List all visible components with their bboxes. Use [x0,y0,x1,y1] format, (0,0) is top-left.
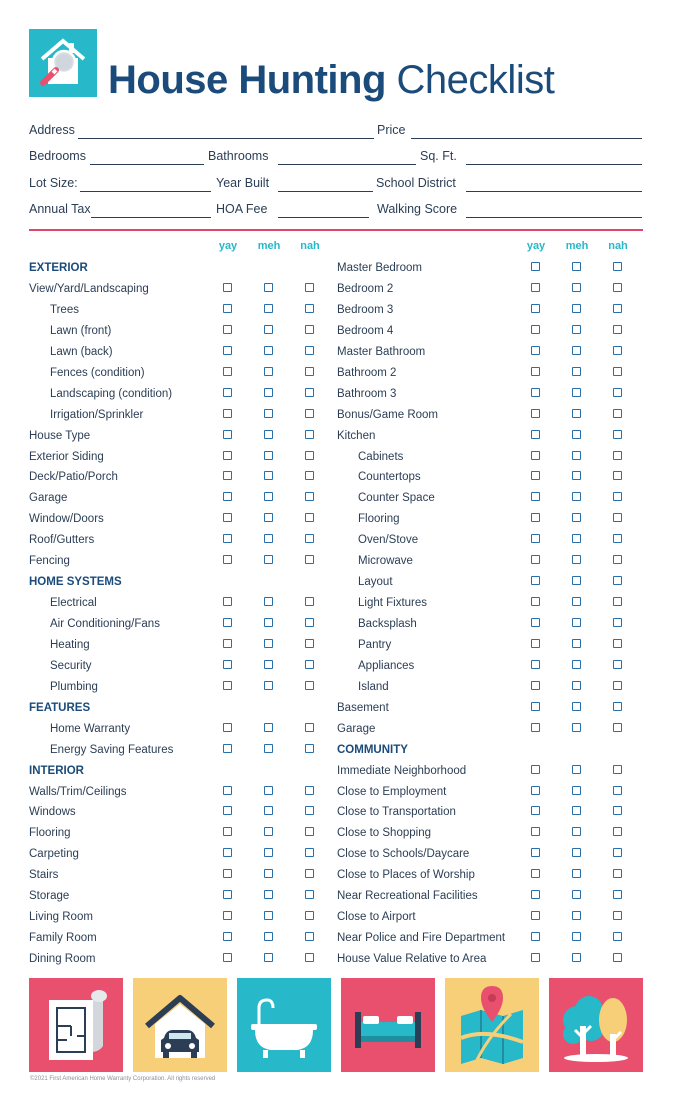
nah-checkbox[interactable] [613,304,622,313]
meh-checkbox[interactable] [572,471,581,480]
nah-checkbox[interactable] [613,681,622,690]
item-label: Walls/Trim/Ceilings [29,785,127,798]
nah-checkbox[interactable] [613,555,622,564]
item-label: Fencing [29,555,70,568]
checklist-row [0,449,674,467]
meh-checkbox[interactable] [572,367,581,376]
checklist-row [0,511,674,529]
checklist-row [0,344,674,362]
checklist-row [0,909,674,927]
nah-checkbox[interactable] [613,639,622,648]
yay-checkbox[interactable] [531,576,540,585]
yay-checkbox[interactable] [531,953,540,962]
address-label: Address [29,123,75,137]
yay-checkbox[interactable] [531,283,540,292]
item-label: Flooring [358,513,400,526]
item-label: Countertops [358,471,421,484]
nah-checkbox[interactable] [613,367,622,376]
sqft-label: Sq. Ft. [420,149,457,163]
nah-checkbox[interactable] [613,806,622,815]
page-title [108,58,554,103]
item-label: Lawn (back) [50,345,113,358]
bathrooms-field[interactable] [278,164,416,165]
yay-checkbox[interactable] [531,325,540,334]
meh-checkbox[interactable] [572,660,581,669]
item-label: Close to Schools/Daycare [337,848,470,861]
nah-checkbox[interactable] [613,932,622,941]
meh-checkbox[interactable] [572,513,581,522]
item-label: Fences (condition) [50,366,145,379]
nah-checkbox[interactable] [613,869,622,878]
item-label: Close to Places of Worship [337,869,475,882]
checklist-row [0,574,674,592]
item-label: Bedroom 3 [337,303,394,316]
meh-checkbox[interactable] [572,346,581,355]
yay-checkbox[interactable] [531,430,540,439]
meh-checkbox[interactable] [572,827,581,836]
checklist-row [0,888,674,906]
checklist-row [0,595,674,613]
bed-icon [341,978,435,1072]
section-heading: HOME SYSTEMS [29,576,122,589]
item-label: Master Bathroom [337,345,426,358]
school-district-label: School District [376,176,456,190]
item-label: Oven/Stove [358,534,419,547]
yay-checkbox[interactable] [531,681,540,690]
left-nah-header: nah [300,240,320,252]
bedrooms-field[interactable] [90,164,204,165]
right-yay-header: yay [526,240,546,252]
house-magnifier-icon [29,29,97,97]
item-label: Close to Shopping [337,827,431,840]
nah-checkbox[interactable] [613,702,622,711]
section-heading: FEATURES [29,701,91,714]
meh-checkbox[interactable] [572,806,581,815]
checklist-row [0,951,674,969]
yay-checkbox[interactable] [531,911,540,920]
right-meh-header: meh [565,240,589,252]
item-label: Dining Room [29,953,96,965]
meh-checkbox[interactable] [572,869,581,878]
meh-checkbox[interactable] [572,932,581,941]
yay-checkbox[interactable] [531,869,540,878]
item-label: Bathroom 3 [337,387,397,400]
checklist-row [0,553,674,571]
item-label: Backsplash [358,618,417,630]
item-label: Kitchen [337,429,376,442]
nah-checkbox[interactable] [613,388,622,397]
nah-checkbox[interactable] [613,660,622,669]
yay-checkbox[interactable] [531,848,540,857]
item-label: Windows [29,806,76,819]
meh-checkbox[interactable] [572,911,581,920]
checklist-row [0,469,674,487]
trees-icon [549,978,643,1072]
meh-checkbox[interactable] [572,786,581,795]
item-label: Counter Space [358,492,435,505]
tile-bed [341,978,435,1072]
floor-plan-icon [29,978,123,1072]
garage-car-icon [133,978,227,1072]
item-label: Exterior Siding [29,450,104,463]
title-bold: House Hunting [108,58,386,102]
meh-checkbox[interactable] [572,576,581,585]
item-label: Stairs [29,869,59,882]
copyright-text: ©2021 First American Home Warranty Corporation. All rights reserved [30,1076,216,1082]
item-label: Roof/Gutters [29,534,95,547]
item-label: Irrigation/Sprinkler [50,408,144,421]
yay-checkbox[interactable] [531,555,540,564]
nah-checkbox[interactable] [613,765,622,774]
yay-checkbox[interactable] [531,367,540,376]
checklist-row [0,784,674,802]
item-label: Trees [50,303,79,316]
address-field[interactable] [78,138,374,139]
item-label: Window/Doors [29,513,104,526]
yay-checkbox[interactable] [531,304,540,313]
section-heading: COMMUNITY [337,743,408,756]
lot-size-label: Lot Size: [29,176,78,190]
tile-bathtub [237,978,331,1072]
yay-checkbox[interactable] [531,513,540,522]
item-label: Air Conditioning/Fans [50,618,160,630]
nah-checkbox[interactable] [613,409,622,418]
meh-checkbox[interactable] [572,534,581,543]
fields-row-4 [29,202,643,222]
nah-checkbox[interactable] [613,911,622,920]
meh-checkbox[interactable] [572,492,581,501]
checklist-row [0,532,674,550]
item-label: View/Yard/Landscaping [29,282,149,295]
checklist-row [0,846,674,864]
yay-checkbox[interactable] [531,409,540,418]
item-label: Island [358,680,389,693]
item-label: Electrical [50,597,97,609]
meh-checkbox[interactable] [572,430,581,439]
bedrooms-label: Bedrooms [29,149,86,163]
item-label: Garage [29,492,68,505]
yay-checkbox[interactable] [531,639,540,648]
item-label: Home Warranty [50,722,131,735]
item-label: Close to Employment [337,785,447,798]
item-label: Pantry [358,638,392,651]
left-meh-header: meh [257,240,281,252]
tile-map [445,978,539,1072]
item-label: Storage [29,890,70,903]
yay-checkbox[interactable] [531,786,540,795]
item-label: Garage [337,722,376,735]
yay-checkbox[interactable] [531,765,540,774]
yay-checkbox[interactable] [531,534,540,543]
item-label: Master Bedroom [337,262,423,274]
yay-checkbox[interactable] [531,618,540,627]
meh-checkbox[interactable] [572,618,581,627]
checklist-row [0,323,674,341]
checklist-row [0,281,674,299]
nah-checkbox[interactable] [613,471,622,480]
meh-checkbox[interactable] [572,283,581,292]
meh-checkbox[interactable] [572,555,581,564]
checklist-row [0,365,674,383]
checklist-row [0,616,674,634]
tile-trees [549,978,643,1072]
yay-checkbox[interactable] [531,827,540,836]
item-label: Carpeting [29,848,79,861]
item-label: Near Police and Fire Department [337,932,506,945]
hoa-fee-field[interactable] [278,217,369,218]
item-label: Close to Airport [337,911,416,924]
yay-checkbox[interactable] [531,806,540,815]
walking-score-field[interactable] [466,217,642,218]
meh-checkbox[interactable] [572,953,581,962]
lot-size-field[interactable] [80,191,211,192]
item-label: Plumbing [50,680,98,693]
right-nah-header: nah [608,240,628,252]
tile-floor-plan [29,978,123,1072]
meh-checkbox[interactable] [572,702,581,711]
checklist-row [0,930,674,948]
item-label: Immediate Neighborhood [337,764,467,777]
yay-checkbox[interactable] [531,388,540,397]
nah-checkbox[interactable] [613,325,622,334]
item-label: Bedroom 2 [337,282,394,295]
nah-checkbox[interactable] [613,827,622,836]
nah-checkbox[interactable] [613,534,622,543]
checklist-row [0,825,674,843]
checklist-section [0,742,674,760]
checklist-row [0,804,674,822]
yay-checkbox[interactable] [531,660,540,669]
checklist-row [0,260,674,278]
year-built-field[interactable] [278,191,373,192]
checklist-row [0,302,674,320]
item-label: Microwave [358,555,413,568]
fields-row-1 [29,123,643,143]
hoa-fee-label: HOA Fee [216,202,268,216]
yay-checkbox[interactable] [531,492,540,501]
price-field[interactable] [411,138,642,139]
yay-checkbox[interactable] [531,597,540,606]
nah-checkbox[interactable] [613,346,622,355]
item-label: Deck/Patio/Porch [29,471,118,484]
meh-checkbox[interactable] [572,681,581,690]
nah-checkbox[interactable] [613,492,622,501]
item-label: Near Recreational Facilities [337,890,478,903]
yay-checkbox[interactable] [531,723,540,732]
item-label: Close to Transportation [337,806,456,819]
walking-score-label: Walking Score [377,202,458,216]
nah-checkbox[interactable] [613,890,622,899]
checklist-row [0,386,674,404]
price-label: Price [377,123,406,137]
bathrooms-label: Bathrooms [208,149,269,163]
meh-checkbox[interactable] [572,304,581,313]
fields-row-3 [29,176,643,196]
item-label: Bedroom 4 [337,324,394,337]
nah-checkbox[interactable] [613,786,622,795]
nah-checkbox[interactable] [613,576,622,585]
item-label: House Type [29,429,91,442]
item-label: Appliances [358,659,415,672]
sqft-field[interactable] [466,164,642,165]
item-label: Family Room [29,932,97,945]
item-label: House Value Relative to Area [337,953,487,965]
checklist-row [0,763,674,781]
checklist-row [0,428,674,446]
checklist-row [0,658,674,676]
checklist-row [0,700,674,718]
item-label: Energy Saving Features [50,743,174,756]
meh-checkbox[interactable] [572,451,581,460]
school-district-field[interactable] [466,191,642,192]
nah-checkbox[interactable] [613,848,622,857]
meh-checkbox[interactable] [572,723,581,732]
meh-checkbox[interactable] [572,848,581,857]
meh-checkbox[interactable] [572,409,581,418]
checklist-row [0,679,674,697]
meh-checkbox[interactable] [572,597,581,606]
yay-checkbox[interactable] [531,702,540,711]
title-light: Checklist [396,58,555,102]
item-label: Landscaping (condition) [50,387,173,400]
item-label: Bathroom 2 [337,366,397,379]
nah-checkbox[interactable] [613,430,622,439]
checklist-row [0,490,674,508]
item-label: Cabinets [358,450,404,463]
nah-checkbox[interactable] [613,723,622,732]
checklist-row [0,407,674,425]
yay-checkbox[interactable] [531,890,540,899]
meh-checkbox[interactable] [572,325,581,334]
bathtub-icon [237,978,331,1072]
item-label: Bonus/Game Room [337,408,438,421]
item-label: Security [50,659,92,672]
yay-checkbox[interactable] [531,346,540,355]
item-label: Living Room [29,911,93,924]
section-heading: INTERIOR [29,764,84,777]
fields-row-2 [29,149,643,169]
nah-checkbox[interactable] [613,597,622,606]
nah-checkbox[interactable] [613,262,622,271]
yay-checkbox[interactable] [531,932,540,941]
annual-tax-label: Annual Tax [29,202,91,216]
nah-checkbox[interactable] [613,283,622,292]
section-divider [29,229,643,231]
item-label: Lawn (front) [50,324,112,337]
year-built-label: Year Built [216,176,270,190]
meh-checkbox[interactable] [572,388,581,397]
checklist-row [0,637,674,655]
nah-checkbox[interactable] [613,451,622,460]
item-label: Heating [50,638,90,651]
checklist-row [0,721,674,739]
nah-checkbox[interactable] [613,513,622,522]
nah-checkbox[interactable] [613,953,622,962]
meh-checkbox[interactable] [572,639,581,648]
nah-checkbox[interactable] [613,618,622,627]
map-pin-icon [445,978,539,1072]
yay-checkbox[interactable] [531,471,540,480]
item-label: Flooring [29,827,71,840]
yay-checkbox[interactable] [531,451,540,460]
meh-checkbox[interactable] [572,890,581,899]
logo-tile [29,29,97,97]
yay-checkbox[interactable] [531,262,540,271]
section-heading: EXTERIOR [29,262,88,274]
item-label: Light Fixtures [358,597,428,609]
annual-tax-field[interactable] [91,217,211,218]
item-label: Basement [337,701,389,714]
checklist-row [0,867,674,885]
tile-garage [133,978,227,1072]
left-yay-header: yay [218,240,238,252]
item-label: Layout [358,576,393,589]
meh-checkbox[interactable] [572,765,581,774]
meh-checkbox[interactable] [572,262,581,271]
